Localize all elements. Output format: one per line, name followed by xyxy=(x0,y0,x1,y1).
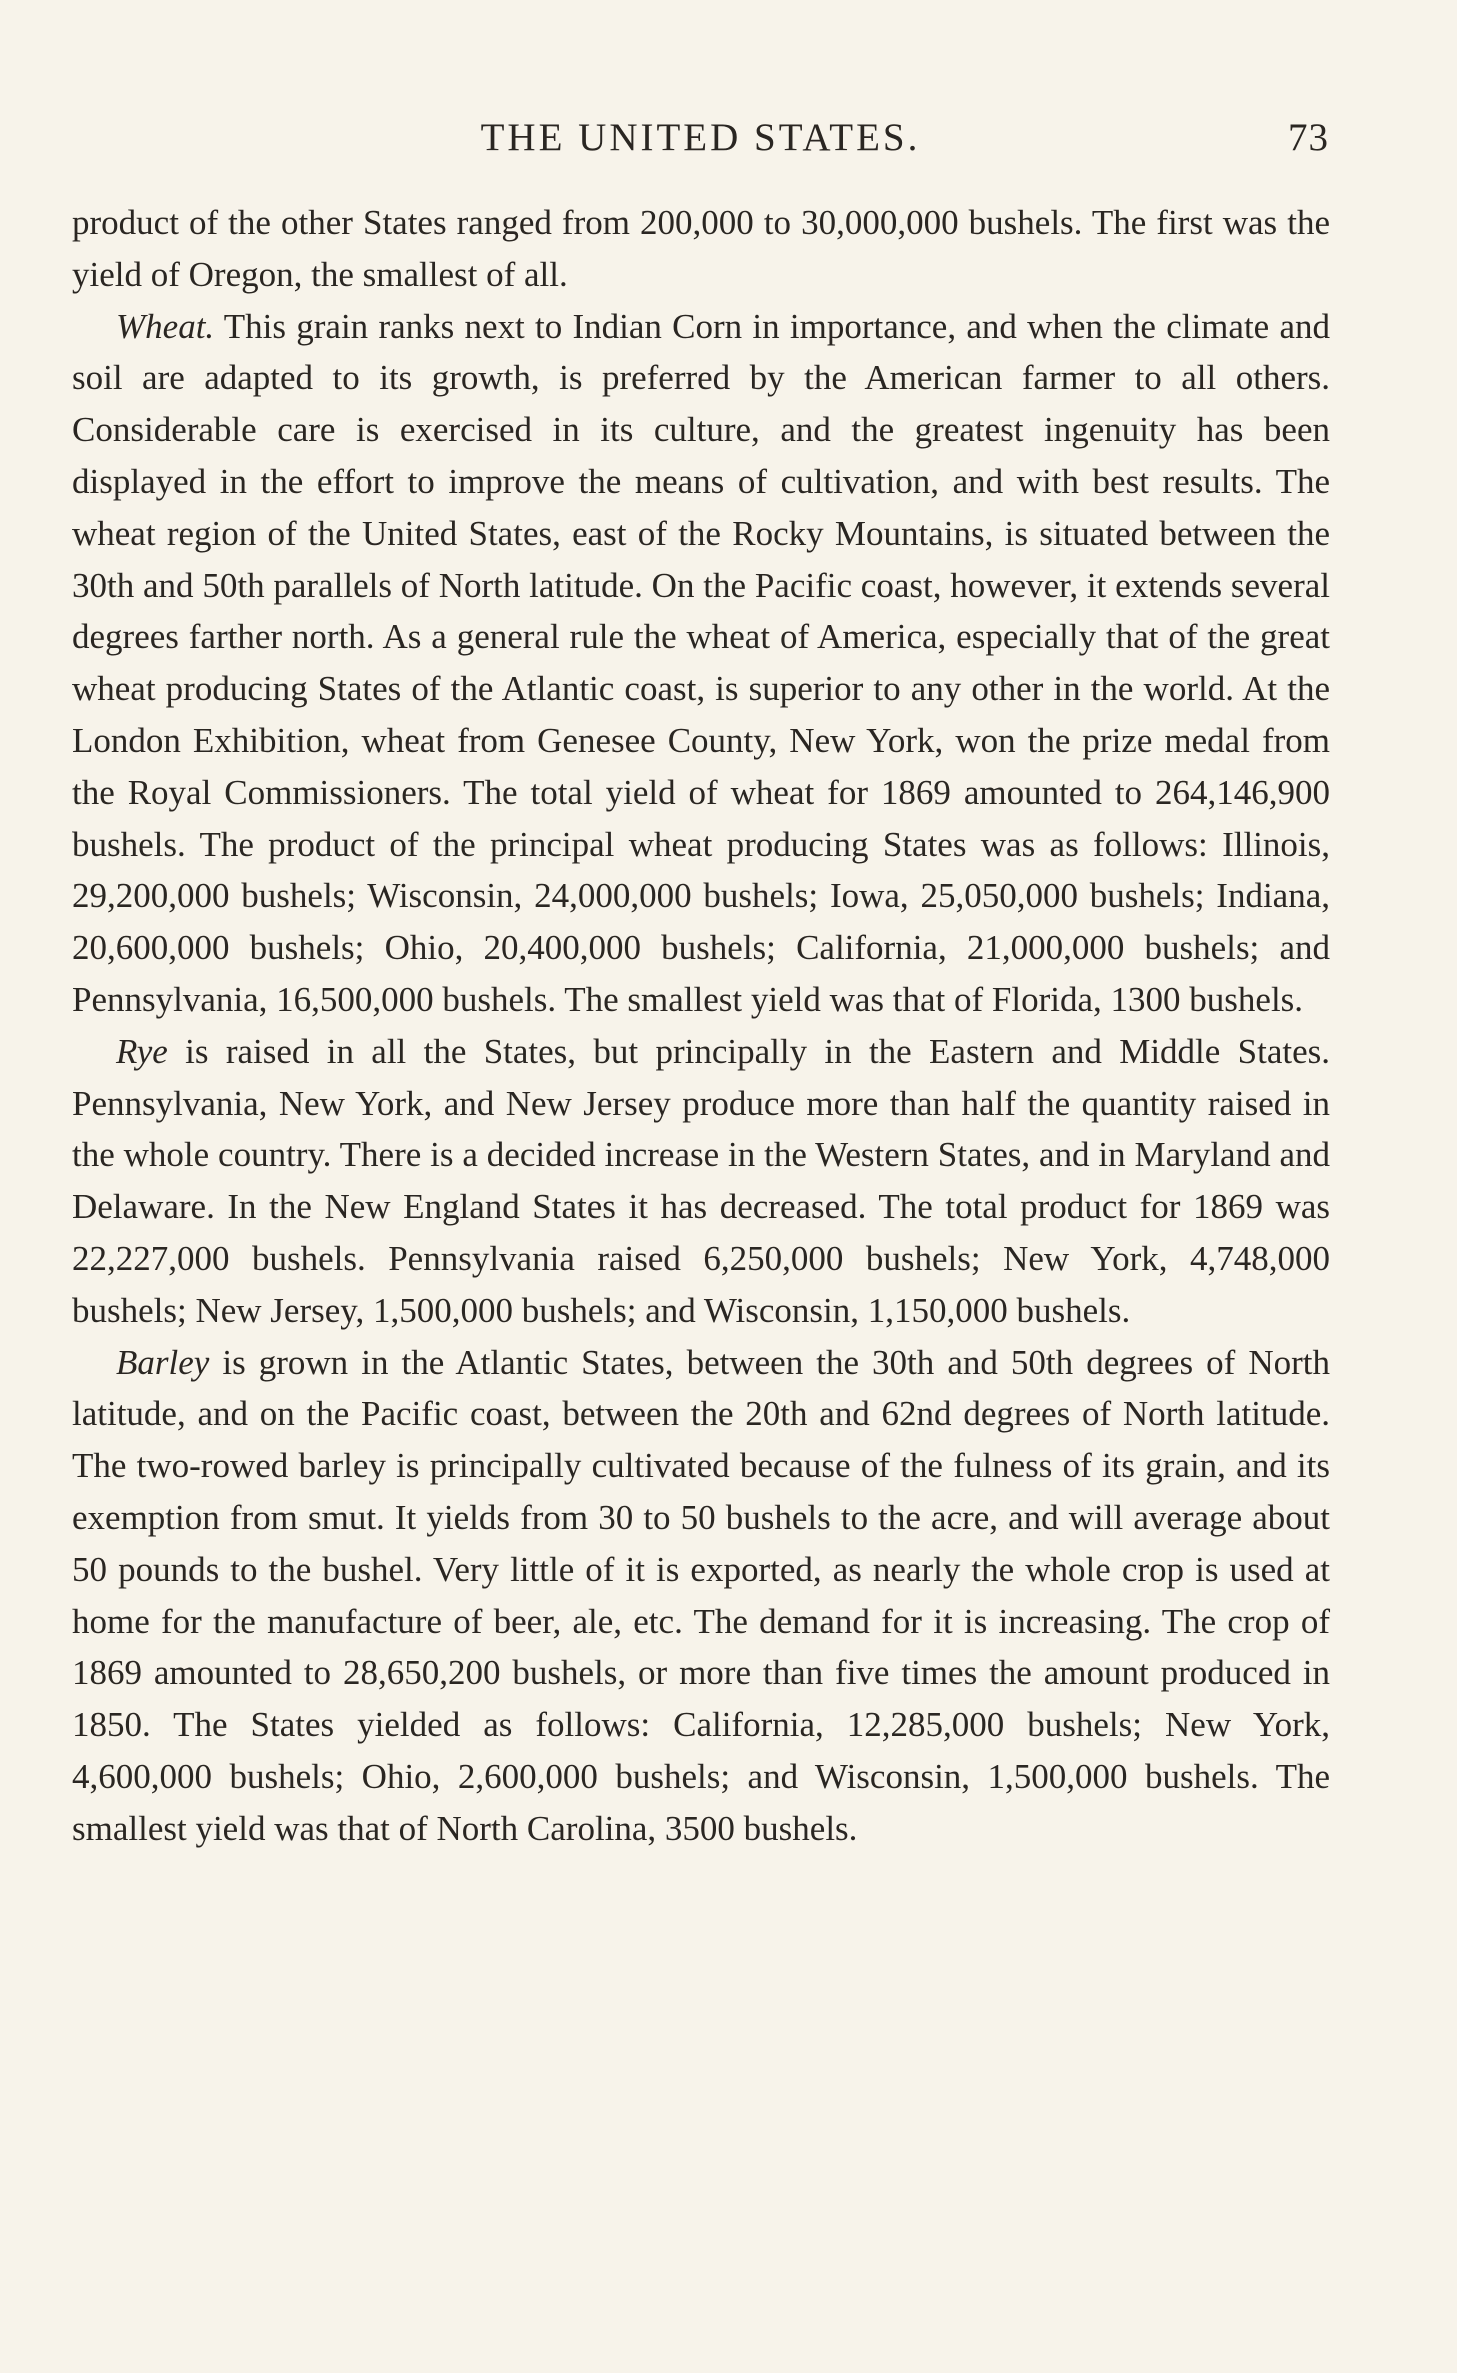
page-number: 73 xyxy=(1288,116,1329,159)
paragraph-rye xyxy=(72,1026,1330,1337)
page-header xyxy=(72,115,1329,175)
paragraph-text: This grain ranks next to Indian Corn in importance, and when the climate and soil are adapted to its growth, is preferred by the American farmer to all others. Considerable care is exercised in its culture, and the greatest ingenuity has been displayed in the effort to improve the means of cultivation, and with best results. The wheat region of the United States, east of the Rocky Mountains, is situated between the 30th and 50th parallels of North latitude. On the Pacific coast, however, it extends several degrees farther north. As a general rule the wheat of America, especially that of the great wheat producing States of the Atlantic coast, is superior to any other in the world. At the London Exhibition, wheat from Genesee County, New York, won the prize medal from the Royal Commissioners. The total yield of wheat for 1869 amounted to 264,146,900 bushels. The product of the principal wheat producing States was as follows: Illinois, 29,200,000 bushels; Wisconsin, 24,000,000 bushels; Iowa, 25,050,000 bushels; Indiana, 20,600,000 bushels; Ohio, 20,400,000 bushels; California, 21,000,000 bushels; and Pennsylvania, 16,500,000 bushels. The smallest yield was that of Florida, 1300 bushels. xyxy=(72,306,1330,1019)
section-lead-rye: Rye xyxy=(116,1031,168,1071)
paragraph-text: is grown in the Atlantic States, between the 30th and 50th degrees of North latitude, and on the Pacific coast, between the 20th and 62nd degrees of North latitude. The two-rowed barley is principally cultivated because of the fulness of its grain, and its exemption from smut. It yields from 30 to 50 bushels to the acre, and will average about 50 pounds to the bushel. Very little of it is exported, as nearly the whole crop is used at home for the manufacture of beer, ale, etc. The demand for it is increasing. The crop of 1869 amounted to 28,650,200 bushels, or more than five times the amount produced in 1850. The States yielded as follows: California, 12,285,000 bushels; New York, 4,600,000 bushels; Ohio, 2,600,000 bushels; and Wisconsin, 1,500,000 bushels. The smallest yield was that of North Carolina, 3500 bushels. xyxy=(72,1342,1330,1848)
running-title: THE UNITED STATES. xyxy=(480,116,921,159)
paragraph-text: is raised in all the States, but principally in the Eastern and Middle States. Pennsylvania, New York, and New Jersey produce more than half the quantity raised in the whole country. There is a decided increase in the Western States, and in Maryland and Delaware. In the New England States it has decreased. The total product for 1869 was 22,227,000 bushels. Pennsylvania raised 6,250,000 bushels; New York, 4,748,000 bushels; New Jersey, 1,500,000 bushels; and Wisconsin, 1,150,000 bushels. xyxy=(72,1031,1330,1330)
paragraph-continuation xyxy=(72,197,1330,301)
body-text xyxy=(72,197,1330,1855)
section-lead-barley: Barley xyxy=(116,1342,210,1382)
paragraph-text: product of the other States ranged from 200,000 to 30,000,000 bushels. The first was the yield of Oregon, the smallest of all. xyxy=(72,203,1330,294)
section-lead-wheat: Wheat. xyxy=(116,306,215,346)
paragraph-wheat xyxy=(72,301,1330,1026)
paragraph-barley xyxy=(72,1337,1330,1855)
